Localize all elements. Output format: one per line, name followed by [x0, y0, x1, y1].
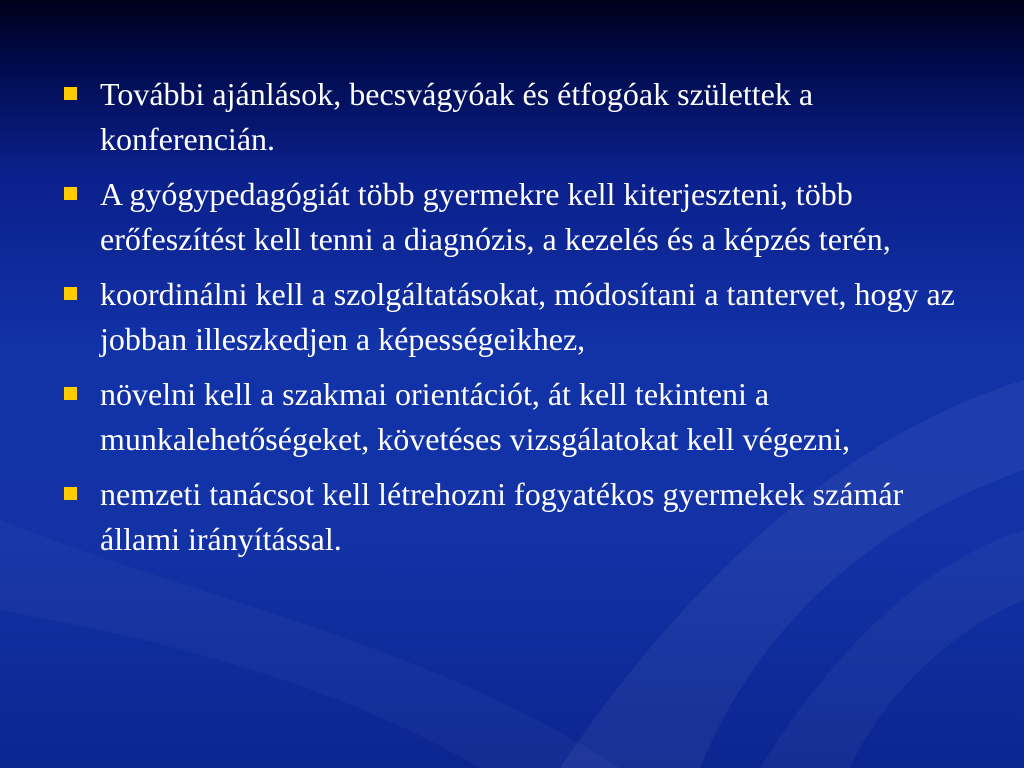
square-bullet-icon: [64, 487, 77, 500]
slide-body: [62, 72, 962, 572]
square-bullet-icon: [64, 187, 77, 200]
bullet-item: [62, 472, 962, 562]
bullet-text: További ajánlások, becsvágyóak és étfogóak születtek a konferencián.: [100, 76, 814, 157]
bullet-item: [62, 272, 962, 362]
square-bullet-icon: [64, 87, 77, 100]
square-bullet-icon: [64, 287, 77, 300]
bullet-item: [62, 172, 962, 262]
square-bullet-icon: [64, 387, 77, 400]
bullet-item: [62, 72, 962, 162]
bullet-list: [62, 72, 962, 562]
bullet-item: [62, 372, 962, 462]
bullet-text: növelni kell a szakmai orientációt, át kell tekinteni a munkalehetőségeket, követéses vizsgálatokat kell végezni,: [100, 376, 850, 457]
bullet-text: A gyógypedagógiát több gyermekre kell kiterjeszteni, több erőfeszítést kell tenni a diagnózis, a kezelés és a képzés terén,: [100, 176, 891, 257]
bullet-text: nemzeti tanácsot kell létrehozni fogyatékos gyermekek számár állami irányítással.: [100, 476, 904, 557]
bullet-text: koordinálni kell a szolgáltatásokat, módosítani a tantervet, hogy az jobban illeszkedjen a képességeikhez,: [100, 276, 955, 357]
